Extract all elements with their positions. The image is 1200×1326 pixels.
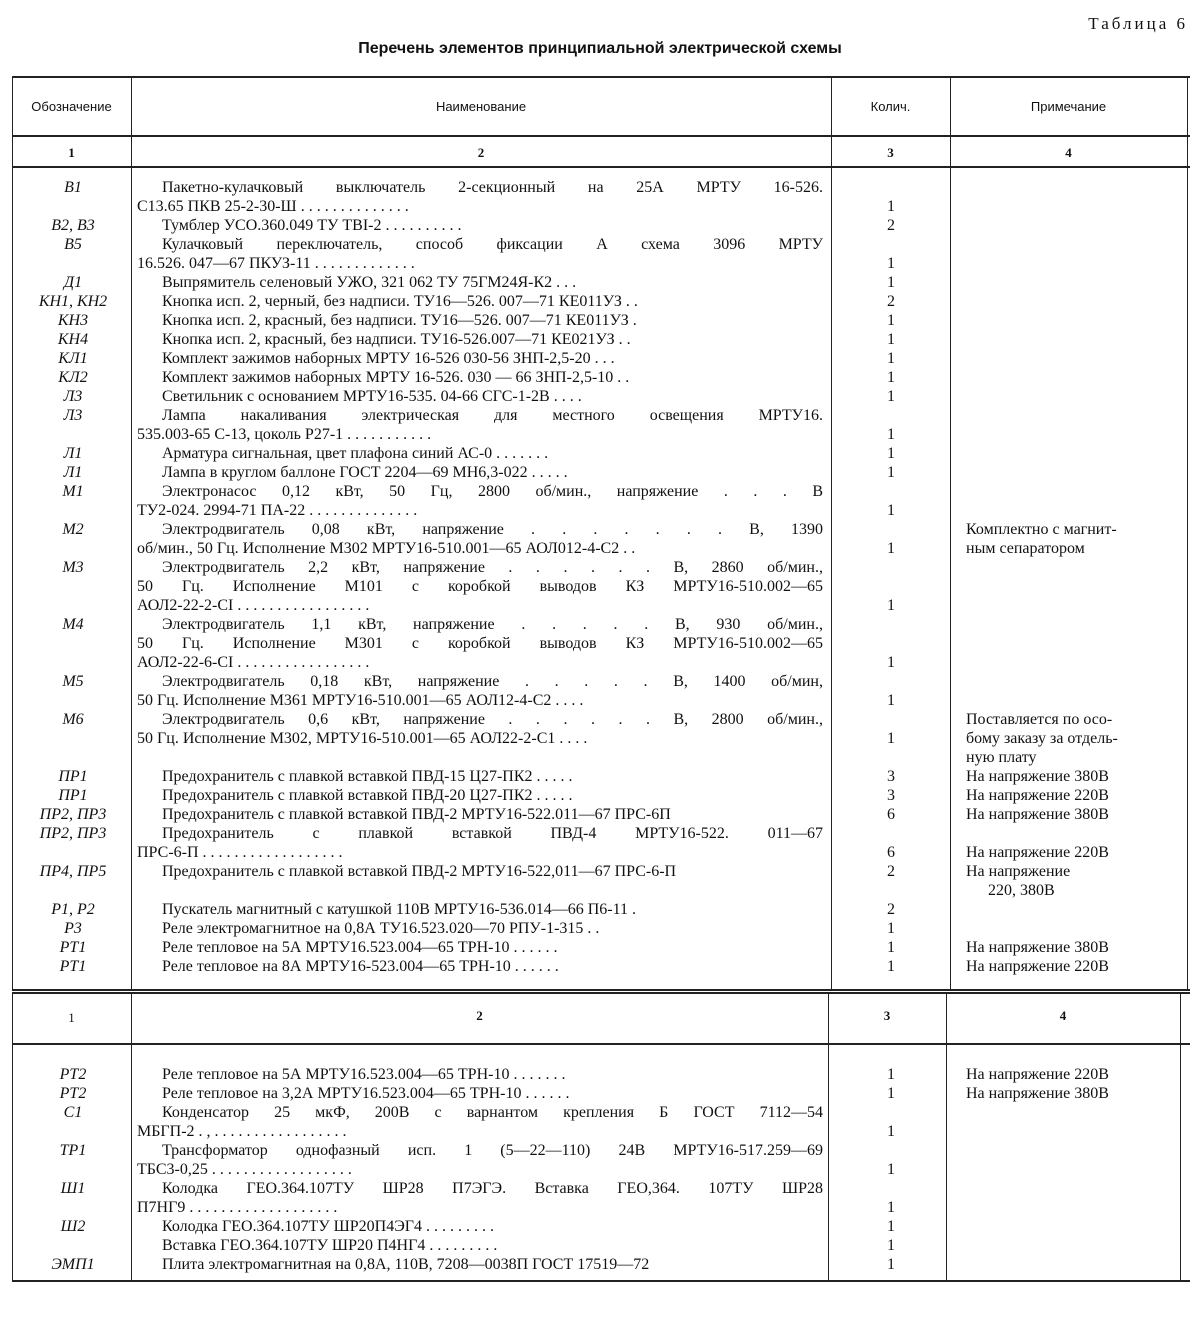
qty-cell: 1 — [887, 1161, 895, 1178]
note-cell — [966, 1065, 1156, 1084]
divider — [1187, 76, 1188, 990]
divider — [12, 135, 1190, 137]
name-cell — [137, 1103, 823, 1141]
name-line: Кнопка исп. 2, красный, без надписи. ТУ16-526.007—71 КЕ021УЗ . . — [162, 331, 631, 348]
name-line: Тумблер УСО.360.049 ТУ ТВI-2 . . . . . . . . . . — [162, 217, 462, 234]
designation-cell: С1 — [63, 1104, 83, 1121]
designation-cell: ПР1 — [58, 787, 88, 804]
column-number-1: 1 — [68, 145, 75, 160]
designation-cell: ТР1 — [59, 1142, 87, 1159]
name-cell — [137, 1065, 823, 1084]
name-line: об/мин., 50 Гц. Исполнение М302 МРТУ16-510.001—65 АОЛ012-4-С2 . . — [137, 540, 636, 557]
name-line: ТУ2-024. 2994-71 ПА-22 . . . . . . . . . . . . . . — [137, 502, 418, 519]
divider — [946, 992, 947, 1280]
qty-cell: 1 — [887, 350, 895, 367]
designation-cell: РТ2 — [59, 1066, 87, 1083]
name-cell — [137, 1236, 823, 1255]
name-line: П7НГ9 . . . . . . . . . . . . . . . . . . . — [137, 1199, 338, 1216]
name-line: Пакетно-кулачковый выключатель 2-секционный на 25А МРТУ 16-526. — [162, 179, 823, 196]
note-line: бому заказу за отдель- — [966, 730, 1118, 747]
table-number: Таблица 6 — [1088, 14, 1188, 33]
qty-cell: 1 — [887, 958, 895, 975]
designation-cell: В1 — [64, 179, 82, 196]
name-line: 50 Гц. Исполнение М302, МРТУ16-510.001—65 АОЛ22-2-С1 . . . . — [137, 730, 588, 747]
qty-cell: 1 — [887, 730, 895, 747]
name-cell — [137, 824, 823, 862]
name-cell — [137, 520, 823, 558]
note-line: На напряжение 220В — [966, 1066, 1109, 1083]
column-number-4: 4 — [1065, 145, 1072, 160]
name-line: МБГП-2 . , . . . . . . . . . . . . . . . . . — [137, 1123, 347, 1140]
note-line: На напряжение — [966, 863, 1071, 880]
name-line: Предохранитель с плавкой вставкой ПВД-4 МРТУ16-522. 011—67 — [162, 825, 823, 842]
designation-cell: РТ1 — [59, 939, 87, 956]
name-cell — [137, 1179, 823, 1217]
header-qty: Колич. — [870, 99, 911, 114]
designation-cell: М6 — [62, 711, 84, 728]
designation-cell: Р3 — [64, 920, 82, 937]
column-number-3: 3 — [883, 1008, 891, 1023]
divider — [831, 76, 832, 990]
qty-cell: 1 — [887, 540, 895, 557]
name-cell — [137, 1141, 823, 1179]
name-line: Электродвигатель 1,1 кВт, напряжение . . . . . В, 930 об/мин., — [162, 616, 823, 633]
name-line: С13.65 ПКВ 25-2-30-Ш . . . . . . . . . . . . . . — [137, 198, 409, 215]
designation-cell: ПР2, ПР3 — [39, 825, 107, 842]
designation-cell: Л1 — [63, 445, 83, 462]
name-line: Электродвигатель 0,18 кВт, напряжение . . . . . В, 1400 об/мин, — [162, 673, 823, 690]
qty-cell: 1 — [887, 255, 895, 272]
divider — [1180, 992, 1181, 1280]
column-number-3: 3 — [887, 145, 894, 160]
note-line: На напряжение 220В — [966, 787, 1109, 804]
divider — [12, 166, 1190, 168]
qty-cell: 1 — [887, 597, 895, 614]
designation-cell: М3 — [62, 559, 84, 576]
note-cell — [966, 938, 1156, 957]
name-line: Кнопка исп. 2, черный, без надписи. ТУ16—526. 007—71 КЕ011УЗ . . — [162, 293, 638, 310]
name-line: 50 Гц. Исполнение М101 с коробкой выводов КЗ МРТУ16-510.002—65 — [137, 578, 823, 595]
note-line: ную плату — [966, 749, 1037, 766]
name-line: Комплект зажимов наборных МРТУ 16-526 030-56 ЗНП-2,5-20 . . . — [162, 350, 615, 367]
note-line: На напряжение 380В — [966, 1085, 1109, 1102]
note-line: На напряжение 220В — [966, 958, 1109, 975]
designation-cell: РТ1 — [59, 958, 87, 975]
divider — [12, 992, 13, 1280]
name-cell — [137, 273, 823, 292]
name-cell — [137, 558, 823, 615]
column-number-4: 4 — [1059, 1008, 1067, 1023]
name-line: Электродвигатель 0,6 кВт, напряжение . . . . . . В, 2800 об/мин., — [162, 711, 823, 728]
divider — [12, 992, 1190, 994]
note-line: На напряжение 380В — [966, 806, 1109, 823]
name-cell — [137, 767, 823, 786]
designation-cell: ЭМП1 — [51, 1256, 95, 1273]
name-line: Колодка ГЕО.364.107ТУ ШР28 П7ЭГЭ. Вставка ГЕО,364. 107ТУ ШР28 — [162, 1180, 823, 1197]
name-line: Кнопка исп. 2, красный, без надписи. ТУ16—526. 007—71 КЕ011УЗ . — [162, 312, 637, 329]
column-number-1: 1 — [68, 1010, 75, 1025]
qty-cell: 1 — [887, 464, 895, 481]
name-line: Выпрямитель селеновый УЖО, 321 062 ТУ 75ГМ24Я-К2 . . . — [162, 274, 577, 291]
designation-cell: Д1 — [63, 274, 83, 291]
name-line: Лампа в круглом баллоне ГОСТ 2204—69 МН6,3-022 . . . . . — [162, 464, 568, 481]
name-cell — [137, 235, 823, 273]
name-line: Плита электромагнитная на 0,8А, 110В, 7208—0038П ГОСТ 17519—72 — [162, 1256, 650, 1273]
note-line: Комплектно с магнит- — [966, 521, 1117, 538]
name-line: Колодка ГЕО.364.107ТУ ШР20П4ЭГ4 . . . . . . . . . — [162, 1218, 495, 1235]
designation-cell: М2 — [62, 521, 84, 538]
name-cell — [137, 349, 823, 368]
qty-cell: 1 — [887, 274, 895, 291]
qty-cell: 2 — [887, 293, 895, 310]
header-name: Наименование — [435, 99, 527, 114]
name-cell — [137, 1084, 823, 1103]
designation-cell: Ш1 — [60, 1180, 86, 1197]
qty-cell: 1 — [887, 1066, 895, 1083]
name-cell — [137, 672, 823, 710]
designation-cell: М5 — [62, 673, 84, 690]
name-cell — [137, 311, 823, 330]
designation-cell: В5 — [64, 236, 82, 253]
name-cell — [137, 938, 823, 957]
designation-cell: ПР4, ПР5 — [39, 863, 107, 880]
name-cell — [137, 368, 823, 387]
name-cell — [137, 862, 823, 881]
qty-cell: 2 — [887, 863, 895, 880]
name-cell — [137, 463, 823, 482]
note-cell — [966, 805, 1156, 824]
name-line: Предохранитель с плавкой вставкой ПВД-2 МРТУ16-522,011—67 ПРС-6-П — [162, 863, 677, 880]
name-line: Реле тепловое на 5А МРТУ16.523.004—65 ТРН-10 . . . . . . — [162, 939, 558, 956]
qty-cell: 1 — [887, 445, 895, 462]
note-line: 220, 380В — [988, 882, 1055, 899]
name-line: Электродвигатель 2,2 кВт, напряжение . . . . . . В, 2860 об/мин., — [162, 559, 823, 576]
divider — [131, 992, 132, 1280]
name-line: 535.003-65 С-13, цоколь Р27-1 . . . . . . . . . . . — [137, 426, 432, 443]
name-line: Трансформатор однофазный исп. 1 (5—22—110) 24В МРТУ16-517.259—69 — [162, 1142, 823, 1159]
designation-cell: КН4 — [57, 331, 89, 348]
note-cell — [966, 710, 1156, 767]
note-cell — [966, 786, 1156, 805]
note-cell — [966, 862, 1156, 900]
divider — [12, 1043, 1190, 1045]
qty-cell: 1 — [887, 331, 895, 348]
designation-cell: М4 — [62, 616, 84, 633]
qty-cell: 1 — [887, 1218, 895, 1235]
qty-cell: 6 — [887, 844, 895, 861]
name-line: ПРС-6-П . . . . . . . . . . . . . . . . . . — [137, 844, 343, 861]
name-cell — [137, 444, 823, 463]
note-line: На напряжение 380В — [966, 768, 1109, 785]
designation-cell: КЛ1 — [58, 350, 88, 367]
name-cell — [137, 710, 823, 748]
name-cell — [137, 406, 823, 444]
name-line: 50 Гц. Исполнение М361 МРТУ16-510.001—65 АОЛ12-4-С2 . . . . — [137, 692, 584, 709]
divider — [12, 989, 1190, 991]
name-cell — [137, 615, 823, 672]
name-cell — [137, 1255, 823, 1274]
qty-cell: 2 — [887, 901, 895, 918]
qty-cell: 3 — [887, 768, 895, 785]
designation-cell: КН3 — [57, 312, 89, 329]
name-cell — [137, 216, 823, 235]
designation-cell: Л3 — [63, 407, 83, 424]
divider — [950, 76, 951, 990]
qty-cell: 1 — [887, 198, 895, 215]
name-line: Арматура сигнальная, цвет плафона синий АС-0 . . . . . . . — [162, 445, 549, 462]
qty-cell: 3 — [887, 787, 895, 804]
name-line: 50 Гц. Исполнение М301 с коробкой выводов КЗ МРТУ16-510.002—65 — [137, 635, 823, 652]
qty-cell: 1 — [887, 1085, 895, 1102]
note-cell — [966, 843, 1156, 862]
name-line: Вставка ГЕО.364.107ТУ ШР20 П4НГ4 . . . . . . . . . — [162, 1237, 498, 1254]
qty-cell: 1 — [887, 654, 895, 671]
qty-cell: 1 — [887, 939, 895, 956]
name-cell — [137, 957, 823, 976]
name-line: ТБС3-0,25 . . . . . . . . . . . . . . . . . . — [137, 1161, 352, 1178]
note-cell — [966, 1084, 1156, 1103]
name-cell — [137, 178, 823, 216]
header-note: Примечание — [1030, 99, 1107, 114]
designation-cell: Л3 — [63, 388, 83, 405]
name-cell — [137, 330, 823, 349]
name-line: Предохранитель с плавкой вставкой ПВД-15 Ц27-ПК2 . . . . . — [162, 768, 573, 785]
designation-cell: КН1, КН2 — [38, 293, 108, 310]
qty-cell: 1 — [887, 1256, 895, 1273]
designation-cell: М1 — [62, 483, 84, 500]
name-line: Реле тепловое на 5А МРТУ16.523.004—65 ТРН-10 . . . . . . . — [162, 1066, 566, 1083]
designation-cell: В2, В3 — [51, 217, 95, 234]
name-line: Реле электромагнитное на 0,8А ТУ16.523.020—70 РПУ-1-315 . . — [162, 920, 600, 937]
designation-cell: РТ2 — [59, 1085, 87, 1102]
qty-cell: 1 — [887, 502, 895, 519]
name-line: Реле тепловое на 8А МРТУ16-523.004—65 ТРН-10 . . . . . . — [162, 958, 559, 975]
name-line: Кулачковый переключатель, способ фиксации А схема 3096 МРТУ — [162, 236, 823, 253]
note-cell — [966, 520, 1156, 558]
qty-cell: 1 — [887, 920, 895, 937]
name-line: Реле тепловое на 3,2А МРТУ16.523.004—65 ТРН-10 . . . . . . — [162, 1085, 570, 1102]
name-cell — [137, 786, 823, 805]
column-number-2: 2 — [477, 145, 485, 160]
designation-cell: КЛ2 — [58, 369, 88, 386]
name-line: Электронасос 0,12 кВт, 50 Гц, 2800 об/мин., напряжение . . . В — [162, 483, 823, 500]
name-cell — [137, 292, 823, 311]
name-line: АОЛ2-22-6-СI . . . . . . . . . . . . . . . . . — [137, 654, 370, 671]
qty-cell: 1 — [887, 312, 895, 329]
qty-cell: 1 — [887, 1199, 895, 1216]
designation-cell: Р1, Р2 — [51, 901, 95, 918]
note-line: На напряжение 380В — [966, 939, 1109, 956]
divider — [828, 992, 829, 1280]
note-cell — [966, 957, 1156, 976]
name-line: Лампа накаливания электрическая для местного освещения МРТУ16. — [162, 407, 823, 424]
name-line: Предохранитель с плавкой вставкой ПВД-2 МРТУ16-522.011—67 ПРС-6П — [162, 806, 671, 823]
name-line: Светильник с основанием МРТУ16-535. 04-66 СГС-1-2В . . . . — [162, 388, 582, 405]
header-designation: Обозначение — [31, 99, 112, 114]
name-cell — [137, 900, 823, 919]
table-title: Перечень элементов принципиальной электрической схемы — [358, 40, 842, 57]
column-number-2: 2 — [476, 1008, 483, 1023]
divider — [12, 76, 1190, 78]
name-line: Конденсатор 25 мкФ, 200В с варнантом крепления Б ГОСТ 7112—54 — [162, 1104, 823, 1121]
note-cell — [966, 767, 1156, 786]
qty-cell: 1 — [887, 388, 895, 405]
qty-cell: 1 — [887, 1123, 895, 1140]
qty-cell: 2 — [887, 217, 895, 234]
name-line: 16.526. 047—67 ПКУЗ-11 . . . . . . . . . . . . . — [137, 255, 415, 272]
name-line: Электродвигатель 0,08 кВт, напряжение . . . . . . . В, 1390 — [162, 521, 823, 538]
note-line: На напряжение 220В — [966, 844, 1109, 861]
designation-cell: Л1 — [63, 464, 83, 481]
name-line: Пускатель магнитный с катушкой 110В МРТУ16-536.014—66 П6-11 . — [162, 901, 636, 918]
name-line: Предохранитель с плавкой вставкой ПВД-20 Ц27-ПК2 . . . . . — [162, 787, 573, 804]
qty-cell: 6 — [887, 806, 895, 823]
qty-cell: 1 — [887, 1237, 895, 1254]
qty-cell: 1 — [887, 426, 895, 443]
qty-cell: 1 — [887, 692, 895, 709]
name-line: АОЛ2-22-2-СI . . . . . . . . . . . . . . . . . — [137, 597, 370, 614]
name-cell — [137, 1217, 823, 1236]
divider — [12, 76, 13, 990]
name-cell — [137, 805, 823, 824]
divider — [12, 1280, 1190, 1282]
name-cell — [137, 482, 823, 520]
note-line: ным сепаратором — [966, 540, 1085, 557]
designation-cell: ПР1 — [58, 768, 88, 785]
designation-cell: Ш2 — [60, 1218, 86, 1235]
note-line: Поставляется по осо- — [966, 711, 1113, 728]
designation-cell: ПР2, ПР3 — [39, 806, 107, 823]
qty-cell: 1 — [887, 369, 895, 386]
name-cell — [137, 387, 823, 406]
name-line: Комплект зажимов наборных МРТУ 16-526. 030 — 66 ЗНП-2,5-10 . . — [162, 369, 630, 386]
name-cell — [137, 919, 823, 938]
